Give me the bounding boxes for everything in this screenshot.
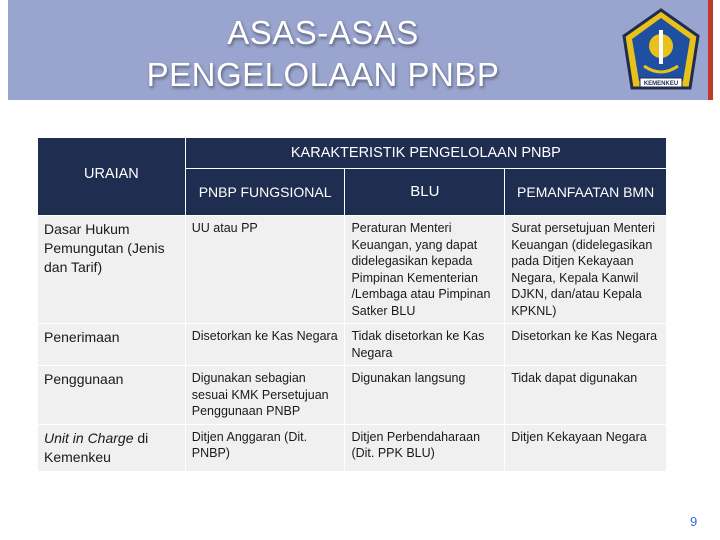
cell-bmn: Ditjen Kekayaan Negara — [505, 424, 667, 471]
header-pemanfaatan-bmn: PEMANFAATAN BMN — [505, 169, 667, 216]
accent-bar — [708, 0, 713, 100]
cell-blu: Peraturan Menteri Keuangan, yang dapat didelegasikan kepada Pimpinan Kementerian /Lembaga atau Pimpinan Satker BLU — [345, 216, 505, 324]
logo-text: KEMENKEU — [643, 81, 679, 87]
page-number: 9 — [690, 514, 698, 529]
kemenkeu-emblem-icon — [620, 8, 702, 98]
cell-uraian — [38, 424, 186, 471]
uraian-italic: Unit in Charge — [44, 429, 134, 446]
pnbp-table — [37, 137, 667, 472]
header-blu: BLU — [345, 169, 505, 216]
cell-blu: Digunakan langsung — [345, 366, 505, 425]
title-line-1: ASAS-ASAS — [227, 14, 419, 51]
table-row — [38, 324, 667, 366]
cell-blu: Tidak disetorkan ke Kas Negara — [345, 324, 505, 366]
cell-uraian: Penggunaan — [38, 366, 186, 425]
cell-fungsional: Ditjen Anggaran (Dit. PNBP) — [185, 424, 345, 471]
title-banner — [8, 0, 708, 100]
cell-uraian: Dasar Hukum Pemungutan (Jenis dan Tarif) — [38, 216, 186, 324]
cell-bmn: Tidak dapat digunakan — [505, 366, 667, 425]
cell-bmn: Disetorkan ke Kas Negara — [505, 324, 667, 366]
uraian-rest: di Kemenkeu — [44, 429, 149, 465]
cell-fungsional: Disetorkan ke Kas Negara — [185, 324, 345, 366]
header-karakteristik: KARAKTERISTIK PENGELOLAAN PNBP — [185, 138, 666, 169]
header-uraian: URAIAN — [38, 138, 186, 216]
slide-title — [8, 12, 638, 96]
cell-uraian: Penerimaan — [38, 324, 186, 366]
cell-fungsional: UU atau PP — [185, 216, 345, 324]
cell-bmn: Surat persetujuan Menteri Keuangan (didelegasikan pada Ditjen Kekayaan Negara, Kepala Kanwil DJKN, dan/atau Kepala KPKNL) — [505, 216, 667, 324]
title-line-2: PENGELOLAAN PNBP — [146, 56, 500, 93]
table-row — [38, 424, 667, 471]
cell-blu: Ditjen Perbendaharaan (Dit. PPK BLU) — [345, 424, 505, 471]
table-row — [38, 216, 667, 324]
cell-fungsional: Digunakan sebagian sesuai KMK Persetujuan Penggunaan PNBP — [185, 366, 345, 425]
header-pnbp-fungsional: PNBP FUNGSIONAL — [185, 169, 345, 216]
table-row — [38, 366, 667, 425]
